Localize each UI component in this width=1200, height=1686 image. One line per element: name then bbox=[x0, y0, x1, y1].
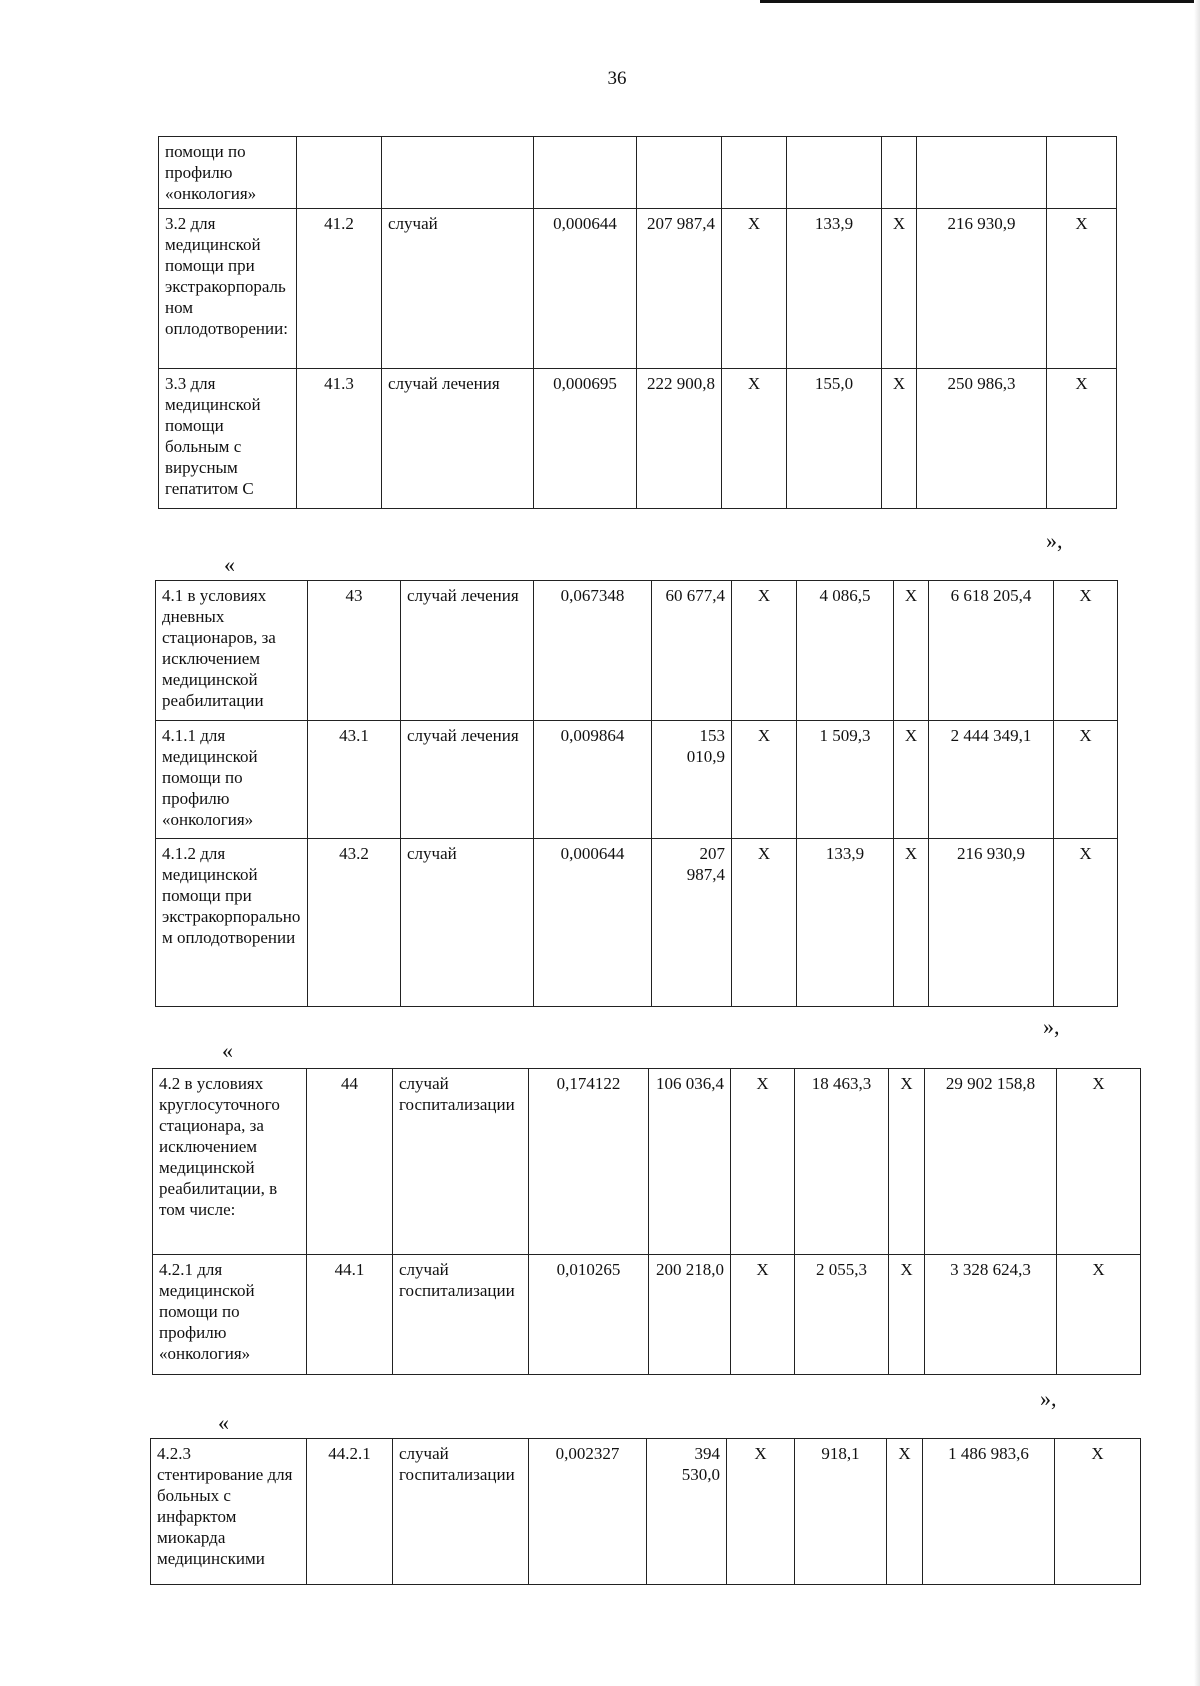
row-per-capita: 133,9 bbox=[797, 839, 894, 1007]
row-per-capita: 18 463,3 bbox=[795, 1069, 889, 1255]
row-name: 4.2.1 для медицинской помощи по профилю «онкология» bbox=[153, 1255, 307, 1375]
row-cost: 207 987,4 bbox=[637, 209, 722, 369]
row-code: 41.2 bbox=[297, 209, 382, 369]
row-x1: X bbox=[731, 1069, 795, 1255]
row-code: 44.1 bbox=[307, 1255, 393, 1375]
row-name: 3.3 для медицинской помощи больным с вирусным гепатитом С bbox=[159, 369, 297, 509]
row-unit: случай bbox=[401, 839, 534, 1007]
row-x2 bbox=[882, 137, 917, 209]
row-name: 4.2.3 стентирование для больных с инфарктом миокарда медицинскими bbox=[151, 1439, 307, 1585]
row-per-capita: 2 055,3 bbox=[795, 1255, 889, 1375]
table-row bbox=[151, 1439, 1141, 1585]
top-rule bbox=[760, 0, 1200, 3]
row-x3 bbox=[1047, 137, 1117, 209]
row-unit: случай госпитализации bbox=[393, 1069, 529, 1255]
row-total: 29 902 158,8 bbox=[925, 1069, 1057, 1255]
row-name: 4.1.2 для медицинской помощи при экстракорпоральном оплодотворении bbox=[156, 839, 308, 1007]
row-total: 216 930,9 bbox=[917, 209, 1047, 369]
row-unit bbox=[382, 137, 534, 209]
closing-quote: », bbox=[1046, 528, 1063, 553]
row-cost: 394 530,0 bbox=[647, 1439, 727, 1585]
row-norm: 0,174122 bbox=[529, 1069, 649, 1255]
table-row bbox=[156, 839, 1118, 1007]
row-code bbox=[297, 137, 382, 209]
row-cost: 153 010,9 bbox=[652, 721, 732, 839]
row-per-capita: 4 086,5 bbox=[797, 581, 894, 721]
row-code: 43.1 bbox=[308, 721, 401, 839]
row-x3: X bbox=[1054, 721, 1118, 839]
row-x1: X bbox=[722, 369, 787, 509]
row-norm: 0,009864 bbox=[534, 721, 652, 839]
row-unit: случай лечения bbox=[382, 369, 534, 509]
row-cost: 207 987,4 bbox=[652, 839, 732, 1007]
row-total: 3 328 624,3 bbox=[925, 1255, 1057, 1375]
row-total: 250 986,3 bbox=[917, 369, 1047, 509]
table-3 bbox=[152, 1068, 1141, 1375]
row-x1: X bbox=[732, 721, 797, 839]
row-cost: 106 036,4 bbox=[649, 1069, 731, 1255]
row-code: 44 bbox=[307, 1069, 393, 1255]
row-x2: X bbox=[894, 581, 929, 721]
opening-quote: « bbox=[222, 1038, 233, 1063]
row-norm: 0,000644 bbox=[534, 839, 652, 1007]
row-cost bbox=[637, 137, 722, 209]
row-x1 bbox=[722, 137, 787, 209]
row-x3: X bbox=[1047, 369, 1117, 509]
row-name: 4.2 в условиях круглосуточного стационара, за исключением медицинской реабилитации, в том числе: bbox=[153, 1069, 307, 1255]
row-unit: случай bbox=[382, 209, 534, 369]
row-x3: X bbox=[1055, 1439, 1141, 1585]
table-row bbox=[156, 581, 1118, 721]
page-number: 36 bbox=[607, 68, 627, 89]
table-2 bbox=[155, 580, 1118, 1007]
closing-quote: », bbox=[1040, 1386, 1057, 1411]
row-x1: X bbox=[731, 1255, 795, 1375]
row-x2: X bbox=[889, 1255, 925, 1375]
row-total bbox=[917, 137, 1047, 209]
table-row bbox=[153, 1069, 1141, 1255]
row-x2: X bbox=[894, 721, 929, 839]
opening-quote: « bbox=[218, 1410, 229, 1435]
table-4 bbox=[150, 1438, 1141, 1585]
row-x2: X bbox=[894, 839, 929, 1007]
row-cost: 200 218,0 bbox=[649, 1255, 731, 1375]
row-unit: случай лечения bbox=[401, 581, 534, 721]
row-total: 216 930,9 bbox=[929, 839, 1054, 1007]
closing-quote: », bbox=[1043, 1014, 1060, 1039]
row-name: 4.1.1 для медицинской помощи по профилю «онкология» bbox=[156, 721, 308, 839]
row-norm: 0,002327 bbox=[529, 1439, 647, 1585]
row-unit: случай госпитализации bbox=[393, 1255, 529, 1375]
row-x1: X bbox=[727, 1439, 795, 1585]
table-1 bbox=[158, 136, 1117, 509]
table-row bbox=[153, 1255, 1141, 1375]
row-x3: X bbox=[1047, 209, 1117, 369]
row-norm: 0,067348 bbox=[534, 581, 652, 721]
row-name: помощи по профилю «онкология» bbox=[159, 137, 297, 209]
row-x1: X bbox=[722, 209, 787, 369]
row-name: 3.2 для медицинской помощи при экстракорпоральном оплодотворении: bbox=[159, 209, 297, 369]
row-x1: X bbox=[732, 839, 797, 1007]
table-row bbox=[159, 209, 1117, 369]
row-x3: X bbox=[1057, 1069, 1141, 1255]
row-x2: X bbox=[882, 369, 917, 509]
row-per-capita: 918,1 bbox=[795, 1439, 887, 1585]
row-per-capita: 155,0 bbox=[787, 369, 882, 509]
row-unit: случай госпитализации bbox=[393, 1439, 529, 1585]
row-per-capita bbox=[787, 137, 882, 209]
row-x2: X bbox=[887, 1439, 923, 1585]
row-x2: X bbox=[882, 209, 917, 369]
row-code: 43 bbox=[308, 581, 401, 721]
row-per-capita: 133,9 bbox=[787, 209, 882, 369]
table-row bbox=[156, 721, 1118, 839]
row-per-capita: 1 509,3 bbox=[797, 721, 894, 839]
row-x3: X bbox=[1054, 581, 1118, 721]
row-name: 4.1 в условиях дневных стационаров, за исключением медицинской реабилитации bbox=[156, 581, 308, 721]
table-row bbox=[159, 137, 1117, 209]
row-x1: X bbox=[732, 581, 797, 721]
row-unit: случай лечения bbox=[401, 721, 534, 839]
table-row bbox=[159, 369, 1117, 509]
row-norm: 0,010265 bbox=[529, 1255, 649, 1375]
row-cost: 60 677,4 bbox=[652, 581, 732, 721]
row-x3: X bbox=[1057, 1255, 1141, 1375]
row-x2: X bbox=[889, 1069, 925, 1255]
row-norm bbox=[534, 137, 637, 209]
row-x3: X bbox=[1054, 839, 1118, 1007]
row-norm: 0,000695 bbox=[534, 369, 637, 509]
row-total: 2 444 349,1 bbox=[929, 721, 1054, 839]
row-cost: 222 900,8 bbox=[637, 369, 722, 509]
row-code: 44.2.1 bbox=[307, 1439, 393, 1585]
row-total: 6 618 205,4 bbox=[929, 581, 1054, 721]
row-norm: 0,000644 bbox=[534, 209, 637, 369]
opening-quote: « bbox=[224, 552, 235, 577]
row-total: 1 486 983,6 bbox=[923, 1439, 1055, 1585]
scan-edge bbox=[1194, 0, 1200, 1686]
row-code: 41.3 bbox=[297, 369, 382, 509]
row-code: 43.2 bbox=[308, 839, 401, 1007]
